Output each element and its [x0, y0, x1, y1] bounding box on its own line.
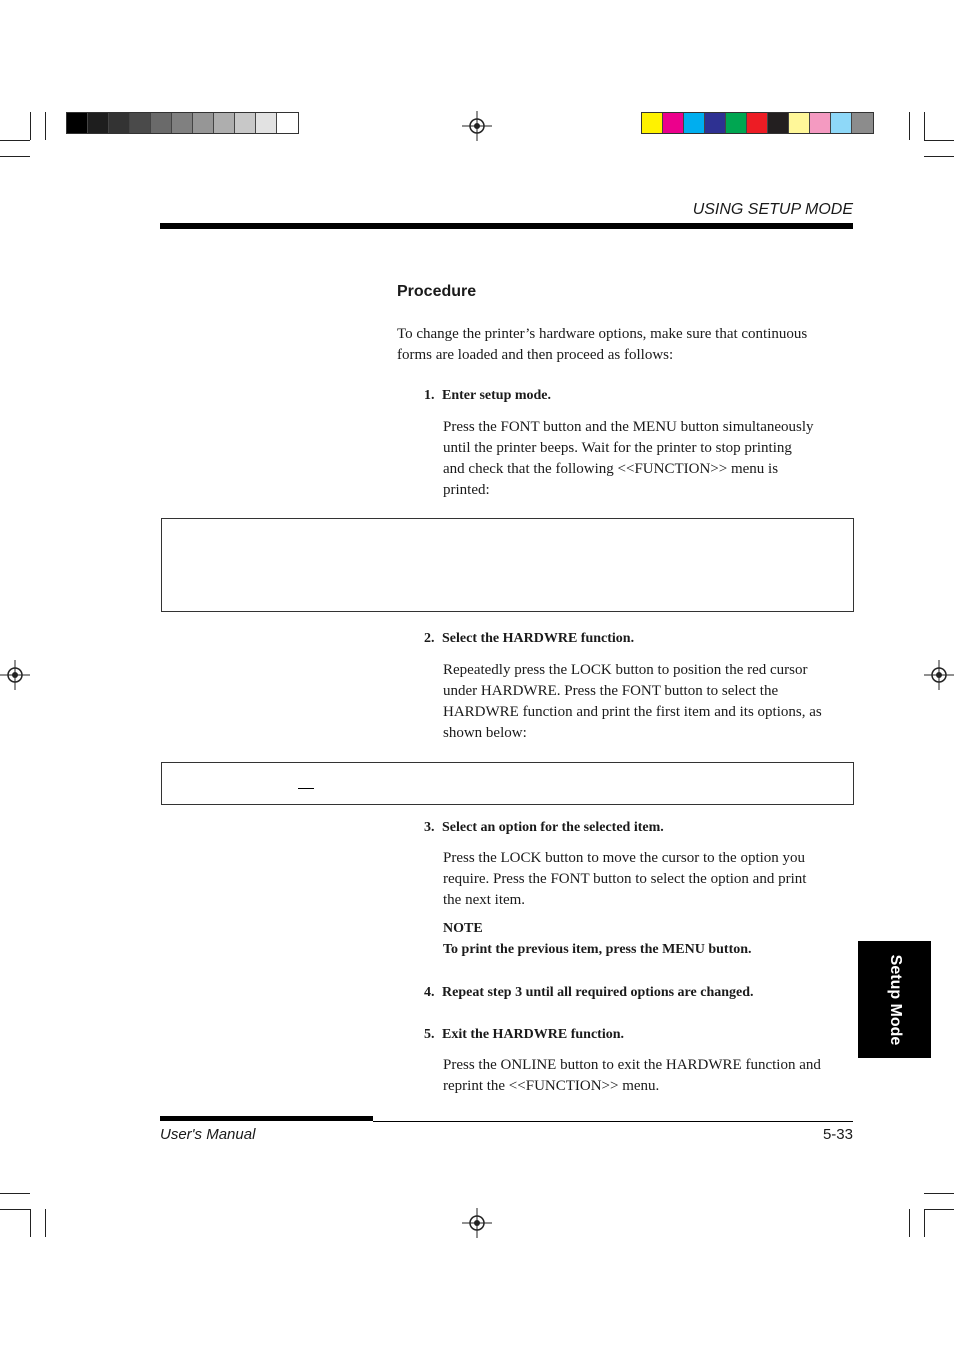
- crop-mark: [0, 156, 30, 157]
- color-swatch: [214, 113, 235, 133]
- color-swatch: [768, 113, 789, 133]
- body-line: the next item.: [443, 892, 526, 908]
- color-swatch: [705, 113, 726, 133]
- color-swatch: [256, 113, 277, 133]
- body-line: until the printer beeps. Wait for the printer to stop printing: [443, 440, 792, 456]
- color-swatch: [151, 113, 172, 133]
- intro-line: forms are loaded and then proceed as follows:: [397, 347, 674, 363]
- registration-mark-icon: [0, 660, 30, 690]
- running-head: USING SETUP MODE: [692, 201, 853, 218]
- header-rule: [160, 223, 853, 229]
- step-2-title: 2. Select the HARDWRE function.: [424, 631, 635, 646]
- step-3-title: 3. Select an option for the selected item.: [424, 820, 664, 835]
- color-swatch: [130, 113, 151, 133]
- hardware-item-printout-box: [161, 762, 854, 805]
- color-swatch: [277, 113, 298, 133]
- color-swatch: [67, 113, 88, 133]
- color-swatch: [684, 113, 705, 133]
- step-1-body: [443, 417, 814, 501]
- section-heading: Procedure: [397, 283, 477, 300]
- body-line: shown below:: [443, 725, 527, 741]
- crop-mark: [924, 156, 954, 157]
- crop-mark: [909, 1209, 910, 1237]
- body-line: under HARDWRE. Press the FONT button to select the: [443, 683, 779, 699]
- color-swatch: [726, 113, 747, 133]
- color-swatch: [810, 113, 831, 133]
- step-2-body: [443, 660, 822, 744]
- chapter-side-tab: [858, 941, 931, 1058]
- body-line: Repeatedly press the LOCK button to position the red cursor: [443, 662, 808, 678]
- crop-mark: [924, 112, 925, 140]
- footer-manual-title: User's Manual: [160, 1126, 256, 1143]
- color-swatch: [747, 113, 768, 133]
- color-swatch: [193, 113, 214, 133]
- function-menu-printout-box: [161, 518, 854, 612]
- body-line: HARDWRE function and print the first item and its options, as: [443, 704, 822, 720]
- crop-mark: [0, 140, 30, 141]
- step-3-body: [443, 848, 806, 911]
- crop-mark: [30, 112, 31, 140]
- cursor-underline: [298, 788, 314, 789]
- color-swatch: [88, 113, 109, 133]
- color-swatch: [663, 113, 684, 133]
- note-label: NOTE: [443, 921, 483, 936]
- color-swatch: [789, 113, 810, 133]
- crop-mark: [45, 112, 46, 140]
- color-swatch: [235, 113, 256, 133]
- color-swatch: [109, 113, 130, 133]
- step-1-title: 1. Enter setup mode.: [424, 388, 552, 403]
- color-swatch: [642, 113, 663, 133]
- footer-rule: [160, 1116, 373, 1121]
- crop-mark: [30, 1209, 31, 1237]
- step-4-title: 4. Repeat step 3 until all required options are changed.: [424, 985, 754, 1000]
- crop-mark: [924, 140, 954, 141]
- body-line: require. Press the FONT button to select the option and print: [443, 871, 807, 887]
- crop-mark: [45, 1209, 46, 1237]
- body-line: Press the FONT button and the MENU button simultaneously: [443, 419, 814, 435]
- crop-mark: [924, 1193, 954, 1194]
- note-text: To print the previous item, press the MENU button.: [443, 942, 752, 957]
- footer-rule: [373, 1121, 853, 1122]
- registration-mark-icon: [462, 1208, 492, 1238]
- crop-mark: [0, 1193, 30, 1194]
- registration-mark-icon: [924, 660, 954, 690]
- color-calibration-bar: [641, 112, 874, 134]
- color-swatch: [831, 113, 852, 133]
- body-line: reprint the <<FUNCTION>> menu.: [443, 1078, 660, 1094]
- registration-mark-icon: [462, 111, 492, 141]
- chapter-side-tab-label: Setup Mode: [886, 954, 904, 1045]
- intro-paragraph: [397, 324, 807, 366]
- color-swatch: [172, 113, 193, 133]
- body-line: Press the ONLINE button to exit the HARDWRE function and: [443, 1057, 821, 1073]
- body-line: Press the LOCK button to move the cursor to the option you: [443, 850, 806, 866]
- page-number: 5-33: [822, 1126, 853, 1143]
- step-5-body: [443, 1055, 821, 1097]
- crop-mark: [909, 112, 910, 140]
- grayscale-calibration-bar: [66, 112, 299, 134]
- intro-line: To change the printer’s hardware options, make sure that continuous: [397, 326, 808, 342]
- crop-mark: [924, 1209, 954, 1210]
- step-5-title: 5. Exit the HARDWRE function.: [424, 1027, 625, 1042]
- body-line: printed:: [443, 482, 490, 498]
- color-swatch: [852, 113, 873, 133]
- crop-mark: [0, 1209, 30, 1210]
- crop-mark: [924, 1209, 925, 1237]
- body-line: and check that the following <<FUNCTION>> menu is: [443, 461, 779, 477]
